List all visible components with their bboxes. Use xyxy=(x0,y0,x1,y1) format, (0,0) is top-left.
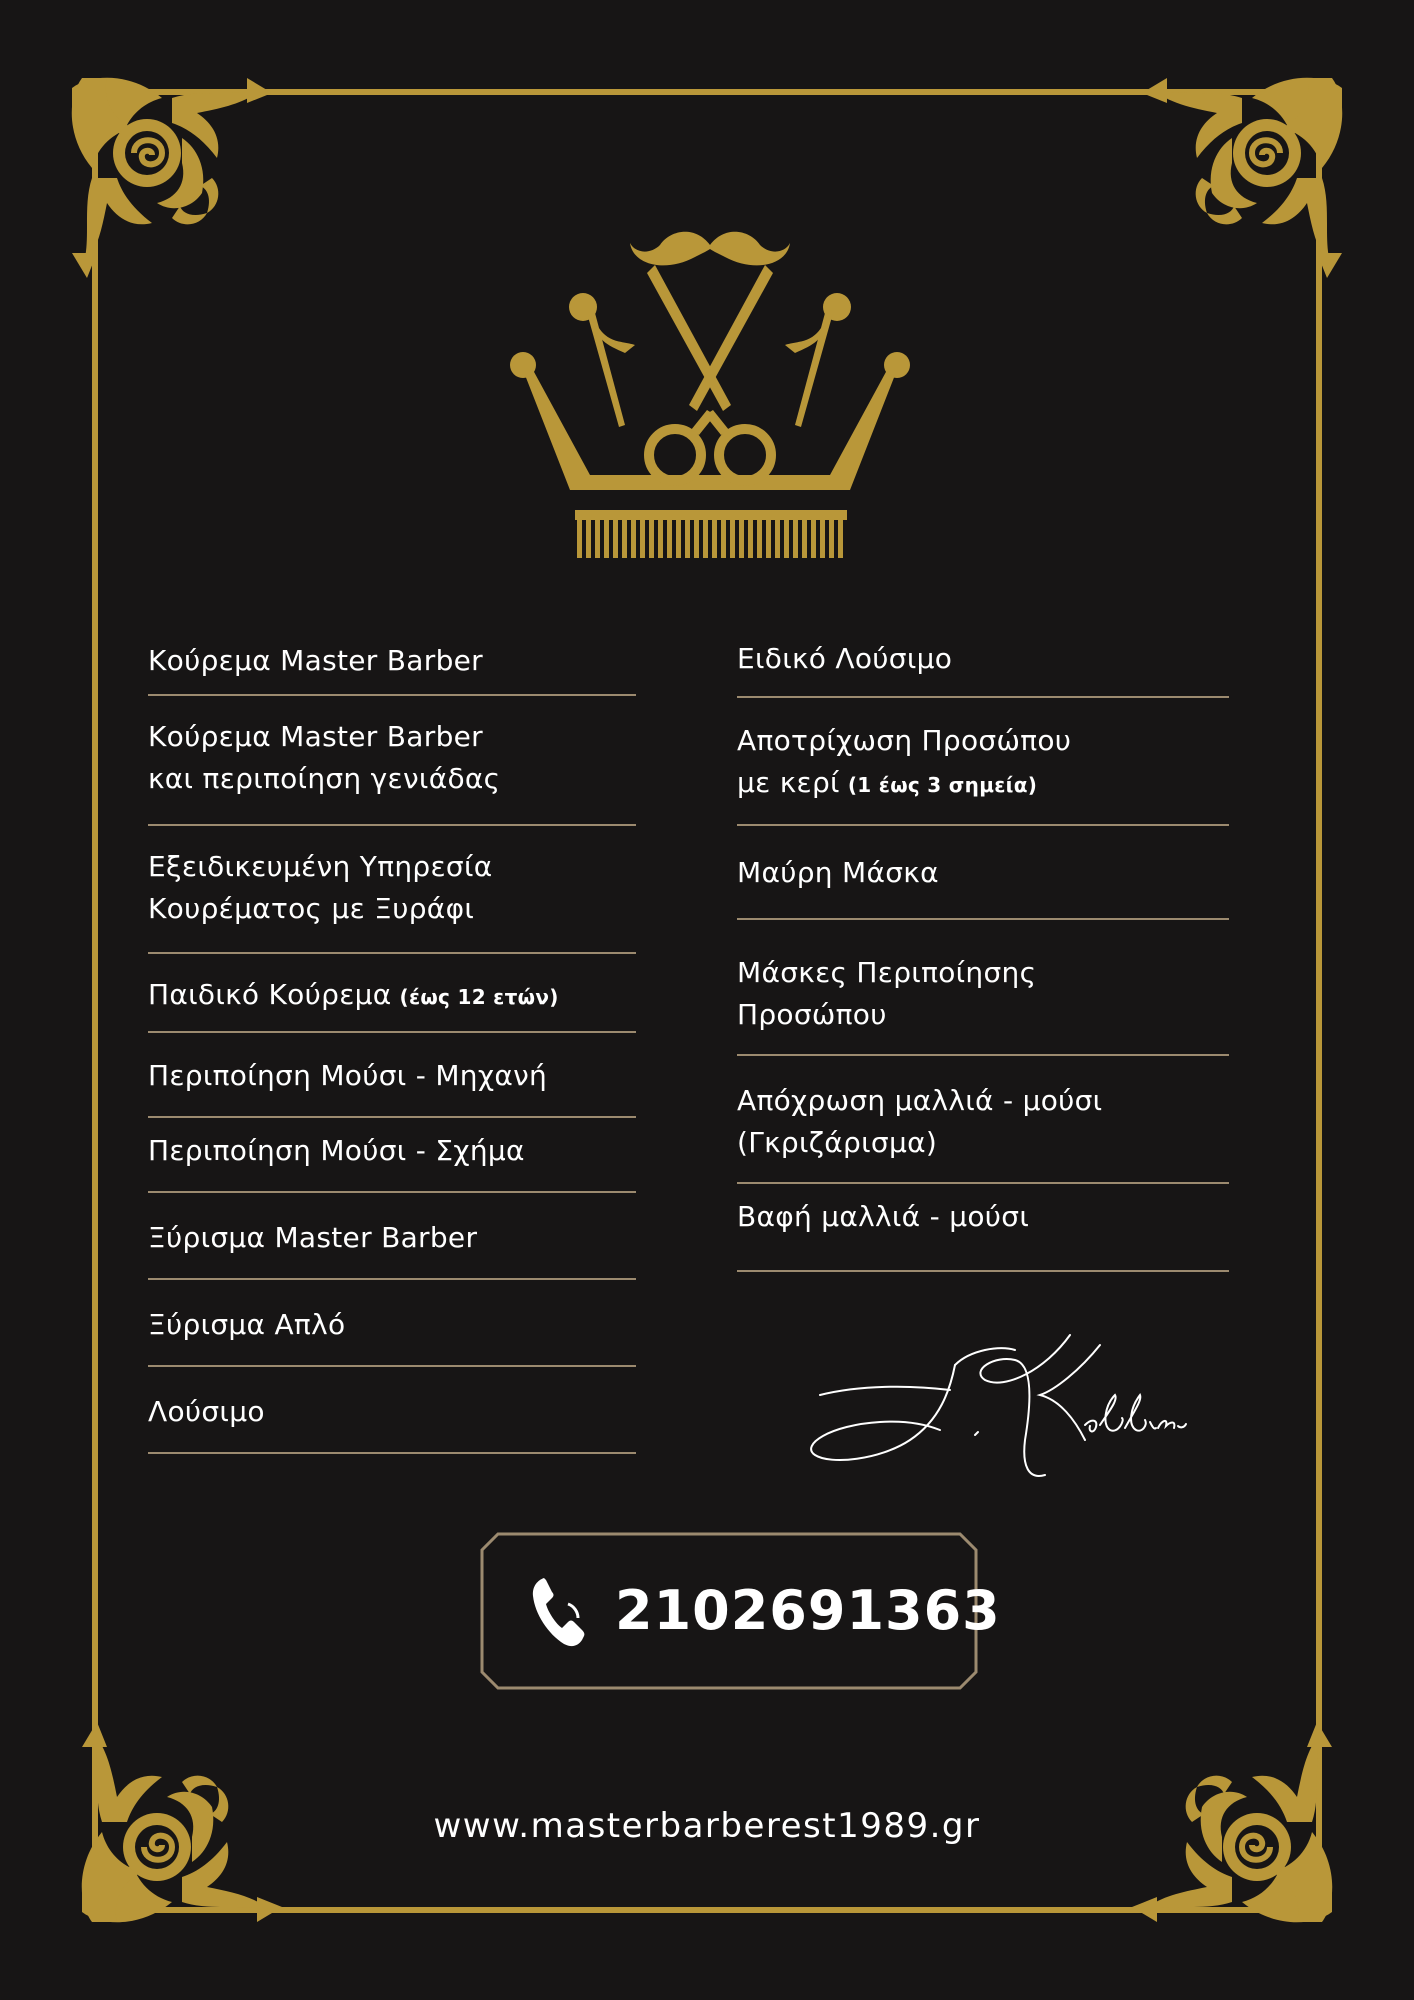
service-item xyxy=(737,1184,1229,1272)
service-item xyxy=(148,826,636,954)
service-name: Ειδικό Λούσιμο xyxy=(737,642,953,675)
service-name: Λούσιμο xyxy=(148,1395,265,1428)
service-name: Κούρεμα Master Barber xyxy=(148,644,483,677)
service-item xyxy=(148,954,636,1033)
phone-number[interactable]: 2102691363 xyxy=(615,1579,1001,1642)
signature xyxy=(800,1330,1190,1490)
service-item xyxy=(148,1118,636,1193)
services-left-column xyxy=(148,620,636,1454)
services-right-column xyxy=(737,620,1229,1272)
service-item xyxy=(737,920,1229,1056)
service-name: Ξύρισμα Master Barber xyxy=(148,1221,478,1254)
corner-ornament-top-right xyxy=(1142,78,1342,278)
service-name: Μάσκες Περιποίησης xyxy=(737,956,1037,989)
phone-icon xyxy=(530,1574,590,1648)
service-name-line2: Κουρέματος με Ξυράφι xyxy=(148,892,475,925)
service-name: Περιποίηση Μούσι - Μηχανή xyxy=(148,1059,548,1092)
service-name: Περιποίηση Μούσι - Σχήμα xyxy=(148,1134,525,1167)
phone-contact-box[interactable] xyxy=(480,1532,1001,1690)
service-item xyxy=(737,1056,1229,1184)
service-name-line2: και περιποίηση γενιάδας xyxy=(148,762,501,795)
service-item xyxy=(148,1367,636,1454)
service-note: (1 έως 3 σημεία) xyxy=(847,773,1038,797)
service-item xyxy=(148,1280,636,1367)
service-name: Παιδικό Κούρεμα xyxy=(148,978,392,1011)
service-name: Εξειδικευμένη Υπηρεσία xyxy=(148,850,493,883)
service-name: Ξύρισμα Απλό xyxy=(148,1308,346,1341)
service-name-line2: Προσώπου xyxy=(737,998,887,1031)
service-item xyxy=(737,826,1229,920)
service-name: Αποτρίχωση Προσώπου xyxy=(737,724,1072,757)
service-item xyxy=(148,620,636,696)
website-link[interactable]: www.masterbarberest1989.gr xyxy=(433,1806,981,1846)
service-name: Μαύρη Μάσκα xyxy=(737,856,939,889)
service-name: Απόχρωση μαλλιά - μούσι xyxy=(737,1084,1103,1117)
service-name: Βαφή μαλλιά - μούσι xyxy=(737,1200,1030,1233)
service-name-line2: με κερί xyxy=(737,766,840,799)
corner-ornament-top-left xyxy=(72,78,272,278)
service-name-line2: (Γκριζάρισμα) xyxy=(737,1126,938,1159)
crown-scissors-logo xyxy=(495,225,925,565)
service-item xyxy=(148,1193,636,1280)
service-note: (έως 12 ετών) xyxy=(399,985,559,1009)
service-name: Κούρεμα Master Barber xyxy=(148,720,483,753)
service-item xyxy=(148,1033,636,1118)
service-item xyxy=(737,620,1229,698)
service-item xyxy=(148,696,636,826)
service-item xyxy=(737,698,1229,826)
